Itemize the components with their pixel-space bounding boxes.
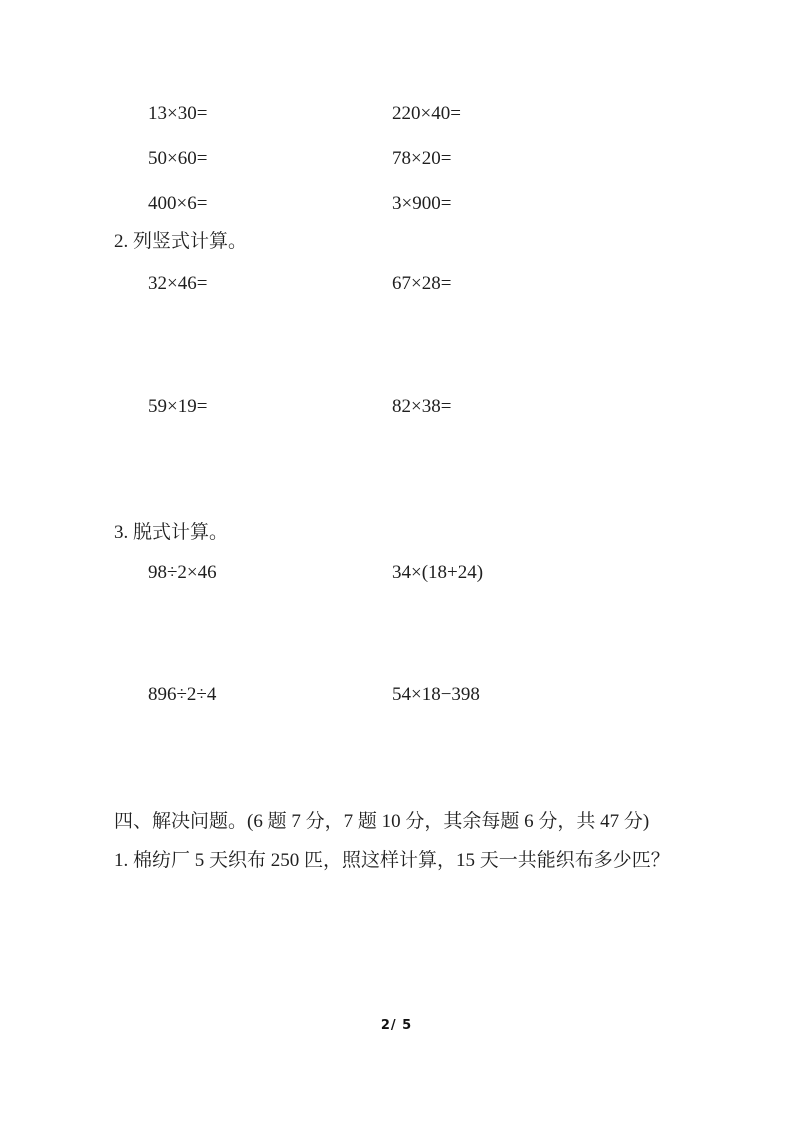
oral-calc-row <box>0 102 793 128</box>
page-number: 2/ 5 <box>380 1018 413 1033</box>
math-expression: 896÷2÷4 <box>148 684 217 705</box>
math-expression: 59×19= <box>148 396 208 417</box>
vertical-calc-row <box>0 272 793 298</box>
section-heading-step-calc: 3. 脱式计算。 <box>114 522 229 543</box>
math-expression: 32×46= <box>148 273 208 294</box>
math-expression: 67×28= <box>392 273 452 294</box>
section-heading-vertical-calc: 2. 列竖式计算。 <box>114 231 248 252</box>
math-expression: 78×20= <box>392 148 452 169</box>
math-expression: 13×30= <box>148 103 208 124</box>
section-heading-word-problems: 四、解决问题。(6 题 7 分，7 题 10 分，其余每题 6 分，共 47 分) <box>114 811 650 832</box>
math-expression: 82×38= <box>392 396 452 417</box>
math-expression: 34×(18+24) <box>392 562 484 583</box>
oral-calc-row <box>0 192 793 218</box>
math-expression: 98÷2×46 <box>148 562 217 583</box>
vertical-calc-row <box>0 395 793 421</box>
step-calc-row <box>0 561 793 587</box>
step-calc-row <box>0 683 793 709</box>
math-expression: 3×900= <box>392 193 452 214</box>
math-expression: 50×60= <box>148 148 208 169</box>
math-expression: 54×18−398 <box>392 684 480 705</box>
word-problem-1: 1. 棉纺厂 5 天织布 250 匹，照这样计算，15 天一共能织布多少匹？ <box>114 850 670 871</box>
math-expression: 400×6= <box>148 193 208 214</box>
math-expression: 220×40= <box>392 103 461 124</box>
oral-calc-row <box>0 147 793 173</box>
